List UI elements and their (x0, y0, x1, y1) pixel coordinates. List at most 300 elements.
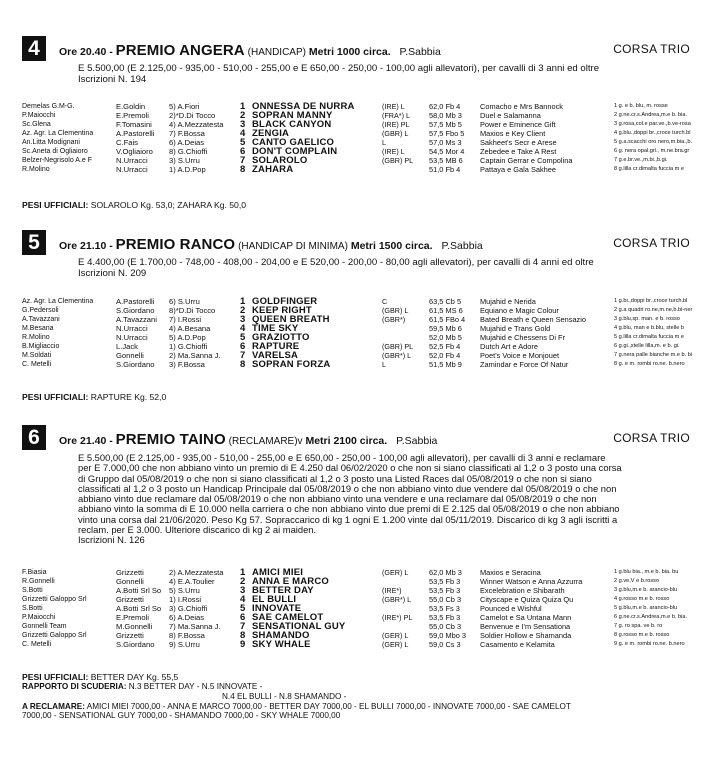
claim-line (22, 702, 702, 712)
trainer: A.Tavazzani (116, 315, 157, 325)
horse-name: VARELSA (252, 351, 299, 361)
runner-number: 7 (240, 156, 246, 166)
origin: (IRE) L (382, 102, 405, 111)
runner-row (22, 351, 702, 360)
trainer: E.Premoli (116, 613, 149, 623)
jockey: 1) G.Chioffi (169, 342, 208, 352)
race-header (22, 425, 702, 451)
race-header (22, 230, 702, 256)
trainer: S.Giordano (116, 640, 155, 650)
origin: (GBR*) L (382, 595, 412, 605)
trainer: M.Gonnelli (116, 622, 153, 632)
runner-row (22, 297, 702, 306)
origin: (IRE) L (382, 147, 405, 157)
weight: 52,0 Mb 5 (429, 333, 462, 343)
colors: 1 g.bi.,doppi br.,croce turch.bl (614, 298, 688, 304)
weight: 55,0 Cb 3 (429, 622, 462, 632)
race-header (22, 36, 702, 62)
weight: 54,5 Mor 4 (429, 147, 465, 157)
race-name: PREMIO RANCO (115, 236, 236, 253)
runner-row (22, 622, 702, 631)
horse-name: SENSATIONAL GUY (252, 622, 346, 632)
trainer: Grizzetti (116, 631, 144, 641)
weight: 53,5 Fs 3 (429, 604, 460, 614)
claim-line-1: AMICI MIEI 7000,00 - ANNA E MARCO 7000,00 - BETTER DAY 7000,00 - EL BULLI 7000,00 - INNOVATE 7000,00 - SAE CAMELOT (86, 701, 571, 711)
official-value: BETTER DAY Kg. 55,5 (90, 672, 179, 682)
pedigree: Casamento e Kelamita (480, 640, 555, 650)
pedigree: Pounced e Wishful (480, 604, 542, 614)
runner-number: 6 (240, 613, 246, 623)
origin: C (382, 297, 388, 306)
runner-row (22, 586, 702, 595)
race-number: 6 (22, 425, 46, 450)
horse-name: SOPRAN FORZA (252, 360, 331, 370)
owner: M.Soldati (22, 352, 52, 360)
claim-label: A RECLAMARE: (22, 701, 85, 711)
origin: (GBR) PL (382, 342, 414, 352)
race-name: PREMIO TAINO (115, 431, 226, 448)
trainer: N.Urracci (116, 333, 148, 343)
runner-row (22, 324, 702, 333)
origin: (IRE*) (382, 586, 402, 596)
horse-name: KEEP RIGHT (252, 306, 312, 316)
horse-name: EL BULLI (252, 595, 297, 605)
trainer: Grizzetti (116, 568, 144, 577)
weight: 59,0 Mbo 3 (429, 631, 466, 641)
claim-line-2: 7000,00 - SENSATIONAL GUY 7000,00 - SHAMANDO 7000,00 - SKY WHALE 7000,00 (22, 711, 341, 721)
runner-number: 7 (240, 622, 246, 632)
owner: C. Metelli (22, 641, 52, 649)
weight: 52,5 Fb 4 (429, 342, 461, 352)
weight: 58,0 Mb 3 (429, 111, 462, 121)
colors: 5 g.a.scacchi oro nero,m.bia.,b. (614, 139, 693, 146)
runner-number: 1 (240, 568, 246, 578)
origin: (GBR) L (382, 306, 409, 316)
trainer: Gonnelli (116, 577, 144, 587)
conditions-line: reclam. per E 3.000. Ulteriore discarico di kg 2 ai maiden. (78, 524, 317, 536)
claim-line (22, 711, 702, 721)
owner: Sc.Aneta di Ogliaioro (22, 148, 88, 156)
horse-name: SAE CAMELOT (252, 613, 324, 623)
conditions-line: per E 7.000,00 che non abbiano vinto un premio di E 4.250 dal 06/02/2020 o che non si siano classificati al 1,2 o 3 posto una corsa (78, 462, 622, 474)
official-label: PESI UFFICIALI: (22, 392, 89, 402)
owner: P.Maiocchi (22, 112, 56, 120)
trainer: L.Jack (116, 342, 138, 352)
runner-number: 1 (240, 102, 246, 112)
official-weights (22, 672, 178, 682)
weight: 62,0 Fb 4 (429, 102, 461, 111)
official-weights (22, 392, 166, 402)
owner: C. Metelli (22, 361, 52, 369)
colors: 2 g.ve,V e b.rosso (614, 578, 660, 585)
owner: Az. Agr. La Clementina (22, 130, 94, 138)
runner-number: 1 (240, 297, 246, 307)
horse-name: BETTER DAY (252, 586, 314, 596)
trainer: C.Fais (116, 138, 138, 148)
conditions-line: di Gruppo dal 05/08/2019 o che non si siano classificati al 1,2 o 3 posto una Listed Races dal 05/08/2019 o che non si siano (78, 472, 592, 484)
horse-name: ANNA E MARCO (252, 577, 329, 587)
horse-name: GRAZIOTTO (252, 333, 310, 343)
pedigree: Zebedee e Take A Rest (480, 147, 557, 157)
runner-number: 5 (240, 333, 246, 343)
jockey: 6) S.Urru (169, 297, 200, 306)
race-category: CORSA TRIO (613, 431, 690, 445)
horse-name: TIME SKY (252, 324, 299, 334)
jockey: 1) A.D.Pop (169, 165, 206, 175)
owner: R.Molino (22, 334, 50, 342)
pedigree: Winner Watson e Anna Azzurra (480, 577, 583, 587)
race-distance: Metri 1500 circa. (350, 240, 433, 252)
pedigree: Camelot e Sa Untana Mann (480, 613, 572, 623)
owner: S.Botti (22, 605, 43, 613)
runner-row (22, 631, 702, 640)
origin: L (382, 138, 386, 148)
race-title (59, 42, 441, 59)
jockey: 7) F.Bossa (169, 129, 205, 139)
origin: (GBR) L (382, 129, 409, 139)
horse-name: QUEEN BREATH (252, 315, 330, 325)
jockey: 3) G.Chioffi (169, 604, 208, 614)
conditions-line: E 5.500,00 (E 2.125,00 - 935,00 - 510,00 - 255,00 e E 650,00 - 250,00 - 100,00 agli allevatori), per cavalli di 3 anni e reclamare (78, 452, 606, 463)
stable-line-1: N.3 BETTER DAY - N.5 INNOVATE - (128, 682, 263, 691)
colors: 5 g.blu,m.e b. arancio-blu (614, 605, 678, 612)
runner-row (22, 613, 702, 622)
pedigree: Mujahid e Chessens Di Fr (480, 333, 566, 343)
runner-row (22, 306, 702, 315)
pedigree: Pattaya e Gala Sakhee (480, 165, 557, 175)
race-category: CORSA TRIO (613, 236, 690, 250)
horse-name: RAPTURE (252, 342, 300, 352)
runner-row (22, 147, 702, 156)
race-number: 5 (22, 230, 46, 255)
runner-row (22, 568, 702, 577)
colors: 2 g.a quadri ro.ne,m.ne,b.bi-ner (614, 307, 693, 314)
runners-table (22, 102, 702, 174)
horse-name: SHAMANDO (252, 631, 310, 641)
origin: (GBR) PL (382, 156, 414, 166)
runner-row (22, 120, 702, 129)
colors: 4 g.blu, man e b.blu, stelle b (614, 325, 684, 332)
horse-name: SKY WHALE (252, 640, 311, 650)
colors: 6 g.gi.,stelle lilla,m. e b. gi. (614, 343, 680, 350)
race-time: Ore 20.40 - (59, 46, 113, 58)
horse-name: CANTO GAELICO (252, 138, 335, 148)
owner: R.Molino (22, 166, 50, 174)
runner-row (22, 360, 702, 369)
stable-label: RAPPORTO DI SCUDERIA: (22, 682, 127, 691)
race-track: P.Sabbia (441, 240, 483, 252)
colors: 3 g.blu,m.e b. arancio-blu (614, 587, 678, 594)
jockey: 4) A.Besana (169, 324, 211, 334)
weight: 55,0 Cb 3 (429, 595, 462, 605)
owner: A.Tavazzani (22, 316, 60, 324)
weight: 51,0 Fb 4 (429, 165, 461, 175)
runner-number: 8 (240, 631, 246, 641)
conditions-line: abbiano vinto la somma di E 10.000 nella carriera o che non abbiano vinto due premi di E 2.125 dal 05/08/2019 o che non abbiano (78, 503, 620, 515)
pedigree: Comacho e Mrs Bannock (480, 102, 563, 111)
runners-table (22, 297, 702, 369)
stable-line (22, 692, 702, 702)
colors: 8 g.rosso m.e b. rosso (614, 632, 670, 639)
origin: L (382, 360, 386, 370)
pedigree: Excelebration e Shibarath (480, 586, 565, 596)
runner-number: 4 (240, 595, 246, 605)
weight: 61,5 FBo 4 (429, 315, 466, 325)
jockey: 5) S.Urru (169, 586, 200, 596)
runner-number: 6 (240, 147, 246, 157)
owner: M.Besana (22, 325, 54, 333)
trainer: N.Urracci (116, 156, 148, 166)
runner-row (22, 129, 702, 138)
official-label: PESI UFFICIALI: (22, 200, 89, 210)
runner-number: 4 (240, 129, 246, 139)
jockey: 4) E.A.Toulier (169, 577, 215, 587)
weight: 59,5 Mb 6 (429, 324, 462, 334)
jockey: 5) A.Fiori (169, 102, 200, 111)
origin: (IRE) PL (382, 120, 410, 130)
horse-name: ZAHARA (252, 165, 294, 175)
weight: 57,5 Fbo 5 (429, 129, 465, 139)
pedigree: Equiano e Magic Colour (480, 306, 559, 316)
colors: 2 g.ne.cr.s.Andrea,m.e b. bia. (614, 112, 688, 119)
trainer: V.Ogliaioro (116, 147, 153, 157)
runner-row (22, 577, 702, 586)
runner-row (22, 111, 702, 120)
runner-number: 8 (240, 165, 246, 175)
jockey: 6) A.Deias (169, 613, 205, 623)
race-distance: Metri 1000 circa. (308, 46, 391, 58)
colors: 7 g. ro spa. ve b. ro (614, 623, 663, 630)
runner-number: 6 (240, 342, 246, 352)
race-time: Ore 21.40 - (59, 435, 113, 447)
runner-row (22, 156, 702, 165)
stable-line (22, 682, 702, 692)
origin: (FRA*) L (382, 111, 410, 121)
pedigree: Sakheet's Secr e Arese (480, 138, 557, 148)
conditions-line: classificati al 1,2 o 3 posto un Handicap Principale dal 05/08/2019 o che non abbiano vinto due vendere dal 05/08/2019 o che non (78, 482, 617, 494)
colors: 3 g.rosa,col.e par.ve.,b.ve-rosa (614, 121, 691, 128)
owner: Sc.Glena (22, 121, 51, 129)
jockey: 8) G.Chioffi (169, 147, 208, 157)
pedigree: Dutch Art e Adore (480, 342, 538, 352)
race-number: 4 (22, 36, 46, 61)
runner-number: 9 (240, 640, 246, 650)
owner: Demelas G.M-G. (22, 103, 75, 110)
race-type: (HANDICAP) (247, 47, 306, 58)
origin: (GER) L (382, 568, 409, 577)
runner-number: 3 (240, 315, 246, 325)
colors: 5 g.lilla cr.dimalta fuccia m e (614, 334, 684, 341)
colors: 7 g.e.br.ve.,m.bi.,b.gi. (614, 157, 668, 164)
race-title (59, 236, 483, 253)
owner: Gonnelli Team (22, 623, 67, 631)
jockey: 4) A.Mezzatesta (169, 120, 224, 130)
jockey: 2) A.Mezzatesta (169, 568, 224, 577)
trainer: A.Pastorelli (116, 297, 155, 306)
trainer: A.Botti Srl So (116, 604, 162, 614)
jockey: 2)*D.Di Tocco (169, 111, 216, 121)
trainer: E.Goldin (116, 102, 146, 111)
pedigree: Mujahid e Nerida (480, 297, 536, 306)
official-weights (22, 200, 246, 210)
weight: 53,5 Fb 3 (429, 613, 461, 623)
runner-row (22, 333, 702, 342)
runner-number: 2 (240, 111, 246, 121)
pedigree: Bated Breath e Queen Sensazio (480, 315, 587, 325)
weight: 51,5 Mb 9 (429, 360, 462, 370)
runner-number: 4 (240, 324, 246, 334)
trainer: Gonnelli (116, 351, 144, 361)
horse-name: GOLDFINGER (252, 297, 318, 307)
runner-row (22, 640, 702, 649)
pedigree: Benvenue e I'm Sensationa (480, 622, 571, 632)
horse-name: ZENGIA (252, 129, 290, 139)
runner-number: 2 (240, 306, 246, 316)
weight: 57,0 Ms 3 (429, 138, 462, 148)
runner-number: 7 (240, 351, 246, 361)
runner-row (22, 604, 702, 613)
race-conditions (78, 258, 678, 279)
origin: (GER) L (382, 640, 409, 650)
runner-row (22, 315, 702, 324)
weight: 53,5 Fb 3 (429, 586, 461, 596)
weight: 53,5 Fb 3 (429, 577, 461, 587)
owner: Az. Agr. La Clementina (22, 298, 94, 305)
colors: 6 g.ne.cr.s.Andrea,m.e b. bia. (614, 614, 688, 621)
official-value: SOLAROLO Kg. 53,0; ZAHARA Kg. 50,0 (90, 200, 247, 210)
horse-name: DON'T COMPLAIN (252, 147, 338, 157)
horse-name: INNOVATE (252, 604, 302, 614)
jockey: 2) Ma.Sanna J. (169, 351, 221, 361)
pedigree: Mujahid e Trans Gold (480, 324, 551, 334)
colors: 1 g.blu bia., m.e b. bia. bu (614, 569, 679, 575)
runners-table (22, 568, 702, 649)
horse-name: SOPRAN MANNY (252, 111, 333, 121)
horse-name: SOLAROLO (252, 156, 308, 166)
runner-number: 5 (240, 138, 246, 148)
pedigree: Soldier Hollow e Shamanda (480, 631, 572, 641)
jockey: 3) F.Bossa (169, 360, 205, 370)
weight: 59,0 Cs 3 (429, 640, 461, 650)
colors: 1 g. e b. blu, m. rosse (614, 103, 668, 109)
pedigree: Maxios e Seracina (480, 568, 541, 577)
trainer: S.Giordano (116, 306, 155, 316)
jockey: 6) A.Deias (169, 138, 205, 148)
runner-row (22, 595, 702, 604)
jockey: 7) Ma.Sanna J. (169, 622, 221, 632)
official-label: PESI UFFICIALI: (22, 672, 89, 682)
conditions-line: vinto una corsa dal 21/06/2020. Peso Kg 57. Sopraccarico di kg 1 ogni E 1.200 vinte dal 05/11/2019. Discarico di kg 3 agli iscritti a (78, 513, 618, 525)
trainer: E.Premoli (116, 111, 149, 121)
race-track: P.Sabbia (399, 46, 441, 58)
conditions-text: E 4.400,00 (E 1.700,00 - 748,00 - 408,00 - 204,00 e E 520,00 - 200,00 - 80,00 agli allevatori), per cavalli di 4 anni ed oltre (78, 257, 594, 268)
runner-number: 5 (240, 604, 246, 614)
colors: 6 g. nera opal.gri., m.ne.bra.gr (614, 148, 690, 155)
colors: 4 g.rosso m.e b. rosso (614, 596, 670, 603)
trainer: Grizzetti (116, 595, 144, 605)
owner: An.Litta Modignani (22, 139, 80, 147)
runner-number: 3 (240, 586, 246, 596)
jockey: 1) I.Rossi (169, 595, 202, 605)
pedigree: Captain Gerrar e Compolina (480, 156, 573, 166)
trainer: F.Tomasini (116, 120, 152, 130)
origin: (GBR*) (382, 315, 406, 325)
trainer: A.Pastorelli (116, 129, 155, 139)
runner-number: 2 (240, 577, 246, 587)
race-name: PREMIO ANGERA (115, 42, 245, 59)
conditions-line: abbiano vinto due reclamare dal 05/08/2019 o che non abbiano vinto una vendere e una reclamare dal 05/08/2019 o che non (78, 493, 597, 505)
runner-row (22, 102, 702, 111)
runner-row (22, 165, 702, 174)
colors: 3 g.blu,sp. man. e b. rosso (614, 316, 680, 323)
official-value: RAPTURE Kg. 52,0 (90, 392, 167, 402)
weight: 53,5 MB 6 (429, 156, 463, 166)
race-type: (RECLAMARE)v (228, 436, 303, 447)
runner-number: 3 (240, 120, 246, 130)
jockey: 3) S.Urru (169, 156, 200, 166)
runner-number: 8 (240, 360, 246, 370)
colors: 8 g. e m. rombi ro.ne. b.nero (614, 361, 685, 368)
origin: (GBR*) L (382, 351, 412, 361)
race-type: (HANDICAP DI MINIMA) (238, 241, 348, 252)
iscrizioni: Iscrizioni N. 209 (78, 267, 147, 279)
trainer: A.Botti Srl So (116, 586, 162, 596)
race-category: CORSA TRIO (613, 42, 690, 56)
colors: 8 g.lilla cr.dimalta fuccia m e (614, 166, 684, 173)
trainer: N.Urracci (116, 324, 148, 334)
race-time: Ore 21.10 - (59, 240, 113, 252)
owner: Belzer-Negrisolo A.e F (22, 157, 93, 165)
owner: Grizzetti Galoppo Srl (22, 596, 87, 604)
weight: 62,0 Mb 3 (429, 568, 462, 577)
trainer: S.Giordano (116, 360, 155, 370)
jockey: 8) F.Bossa (169, 631, 205, 641)
colors: 4 g.blu.,doppi br.,croce turch.bl (614, 130, 691, 137)
pedigree: Poet's Voice e Monjouet (480, 351, 560, 361)
iscrizioni: Iscrizioni N. 126 (78, 534, 145, 546)
race-conditions (78, 453, 678, 546)
origin: (IRE*) PL (382, 613, 413, 623)
pedigree: Duel e Salamanna (480, 111, 541, 121)
weight: 57,5 Mb 5 (429, 120, 462, 130)
colors: 9 g. e m. rombi ro.ne. b.nero (614, 641, 685, 648)
owner: P.Maiocchi (22, 614, 56, 622)
race-distance: Metri 2100 circa. (305, 435, 388, 447)
pedigree: Zamindar e Force Of Natur (480, 360, 569, 370)
pedigree: Maxios e Key Client (480, 129, 546, 139)
runner-row (22, 138, 702, 147)
owner: Grizzetti Galoppo Srl (22, 632, 87, 640)
pedigree: Cityscape e Quiza Quiza Qu (480, 595, 574, 605)
stable-line-2: N.4 EL BULLI - N.8 SHAMANDO - (222, 691, 347, 701)
jockey: 8)*D.Di Tocco (169, 306, 216, 316)
race-track: P.Sabbia (396, 435, 438, 447)
owner: R.Gonnelli (22, 578, 55, 586)
jockey: 7) I.Rossi (169, 315, 202, 325)
race-conditions (78, 64, 678, 85)
owner: S.Botti (22, 587, 43, 595)
jockey: 9) S.Urru (169, 640, 200, 650)
horse-name: BLACK CANYON (252, 120, 332, 130)
weight: 61,5 MS 6 (429, 306, 463, 316)
runner-row (22, 342, 702, 351)
origin: (GER) L (382, 631, 409, 641)
pedigree: Power e Eminence Gift (480, 120, 556, 130)
horse-name: AMICI MIEI (252, 568, 304, 578)
horse-name: ONNESSA DE NURRA (252, 102, 355, 112)
conditions-text: E 5.500,00 (E 2.125,00 - 935,00 - 510,00 - 255,00 e E 650,00 - 250,00 - 100,00 agli allevatori), per cavalli di 3 anni ed oltre (78, 63, 600, 74)
stable-report (22, 682, 702, 721)
